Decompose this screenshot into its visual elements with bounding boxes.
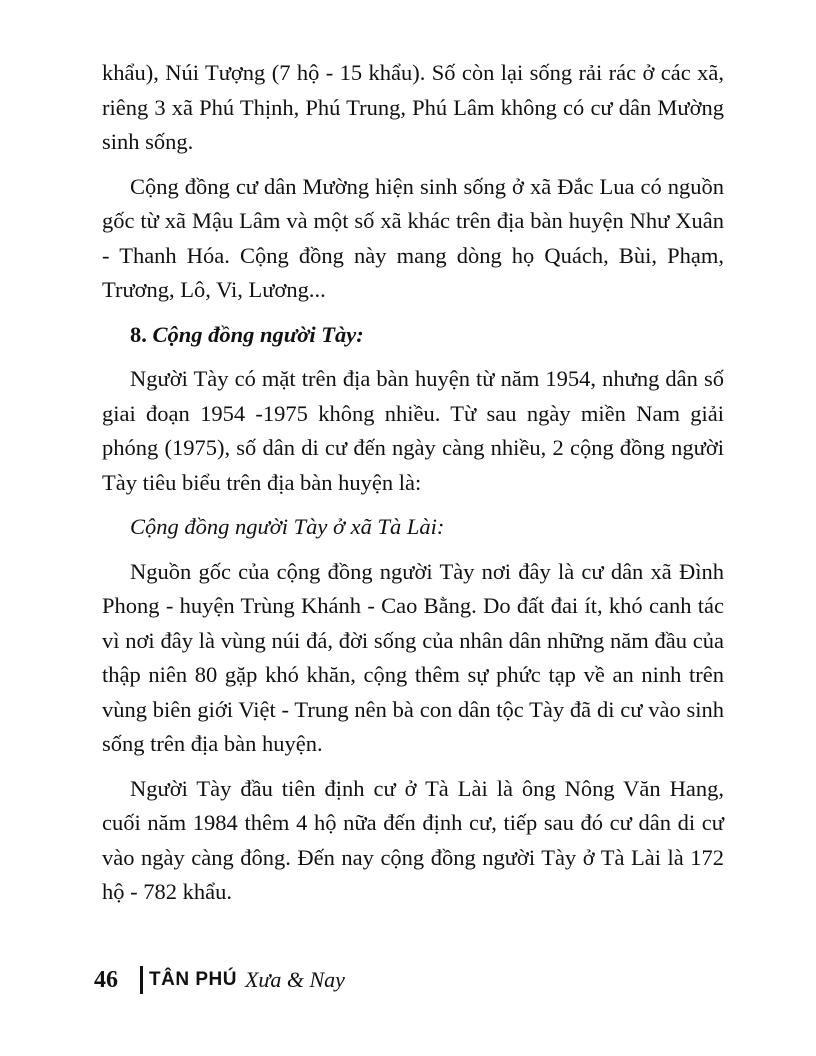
section-heading (102, 318, 724, 353)
section-number: 8. (130, 321, 147, 347)
paragraph-tay-intro: Người Tày có mặt trên địa bàn huyện từ năm 1954, nhưng dân số giai đoạn 1954 -1975 không nhiều. Từ sau ngày miền Nam giải phóng (1975), số dân di cư đến ngày càng nhiều, 2 cộng đồng người Tày tiêu biểu trên địa bàn huyện là: (102, 366, 724, 495)
page-body (102, 56, 724, 920)
page-footer (94, 960, 345, 1000)
subheading-ta-lai: Cộng đồng người Tày ở xã Tà Lài: (130, 514, 445, 539)
book-title-brand: TÂN PHÚ (149, 969, 237, 990)
footer-divider (140, 966, 143, 994)
book-title-tagline: Xưa & Nay (244, 967, 345, 992)
paragraph-muong-origin: Cộng đồng cư dân Mường hiện sinh sống ở xã Đắc Lua có nguồn gốc từ xã Mậu Lâm và một số xã khác trên địa bàn huyện Như Xuân - Thanh Hóa. Cộng đồng này mang dòng họ Quách, Bùi, Phạm, Trương, Lô, Vi, Lương... (102, 173, 724, 302)
paragraph-tay-origin: Nguồn gốc của cộng đồng người Tày nơi đây là cư dân xã Đình Phong - huyện Trùng Khánh - Cao Bằng. Do đất đai ít, khó canh tác vì nơi đây là vùng núi đá, đời sống của nhân dân những năm đầu của thập niên 80 gặp khó khăn, cộng thêm sự phức tạp về an ninh trên vùng biên giới Việt - Trung nên bà con dân tộc Tày đã di cư vào sinh sống trên địa bàn huyện. (102, 558, 724, 756)
paragraph-tay-settlement: Người Tày đầu tiên định cư ở Tà Lài là ông Nông Văn Hang, cuối năm 1984 thêm 4 hộ nữa đến định cư, tiếp sau đó cư dân di cư vào ngày càng đông. Đến nay cộng đồng người Tày ở Tà Lài là 172 hộ - 782 khẩu. (102, 775, 724, 904)
paragraph-continued: khẩu), Núi Tượng (7 hộ - 15 khẩu). Số còn lại sống rải rác ở các xã, riêng 3 xã Phú Thịnh, Phú Trung, Phú Lâm không có cư dân Mường sinh sống. (102, 60, 724, 154)
page-number: 46 (94, 966, 118, 993)
section-title: Cộng đồng người Tày: (152, 321, 364, 347)
